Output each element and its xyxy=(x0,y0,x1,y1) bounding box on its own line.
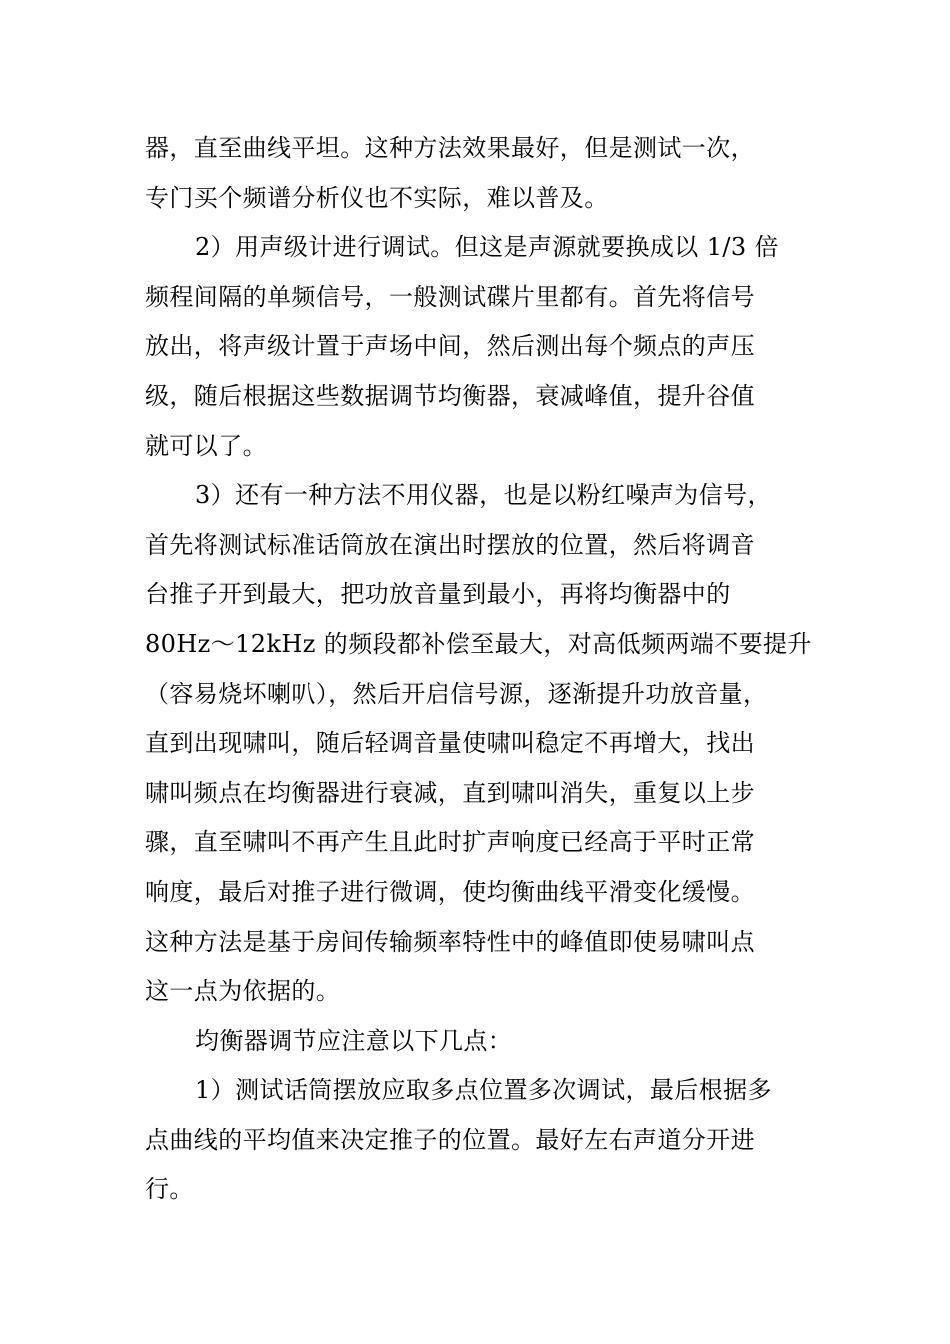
text-line: 这一点为依据的。 xyxy=(145,977,341,1006)
text-line: 行。 xyxy=(145,1175,194,1204)
text-line: 点曲线的平均值来决定推子的位置。最好左右声道分开进 xyxy=(145,1125,755,1154)
text-line: 台推子开到最大，把功放音量到最小，再将均衡器中的 xyxy=(145,580,731,609)
text-line: 2）用声级计进行调试。但这是声源就要换成以 1/3 倍 xyxy=(195,233,779,262)
text-line: 均衡器调节应注意以下几点： xyxy=(195,1026,513,1055)
text-line: 响度，最后对推子进行微调，使均衡曲线平滑变化缓慢。 xyxy=(145,877,755,906)
text-line: 直到出现啸叫，随后轻调音量使啸叫稳定不再增大，找出 xyxy=(145,729,755,758)
text-line: 这种方法是基于房间传输频率特性中的峰值即使易啸叫点 xyxy=(145,927,755,956)
text-line: 啸叫频点在均衡器进行衰减，直到啸叫消失，重复以上步 xyxy=(145,778,755,807)
text-line: 放出，将声级计置于声场中间，然后测出每个频点的声压 xyxy=(145,332,755,361)
text-line: 级，随后根据这些数据调节均衡器，衰减峰值，提升谷值 xyxy=(145,381,755,410)
text-line: 3）还有一种方法不用仪器，也是以粉红噪声为信号， xyxy=(195,481,772,510)
text-line: （容易烧坏喇叭），然后开启信号源，逐渐提升功放音量， xyxy=(145,679,768,708)
text-line: 专门买个频谱分析仪也不实际，难以普及。 xyxy=(145,183,609,212)
text-line: 骤，直至啸叫不再产生且此时扩声响度已经高于平时正常 xyxy=(145,828,755,857)
text-line: 频程间隔的单频信号，一般测试碟片里都有。首先将信号 xyxy=(145,282,755,311)
text-line: 80Hz～12kHz 的频段都补偿至最大，对高低频两端不要提升 xyxy=(145,629,812,658)
text-line: 器，直至曲线平坦。这种方法效果最好，但是测试一次， xyxy=(145,134,755,162)
text-line: 1）测试话筒摆放应取多点位置多次调试，最后根据多 xyxy=(195,1076,772,1105)
text-line: 首先将测试标准话筒放在演出时摆放的位置，然后将调音 xyxy=(145,530,755,559)
document-body xyxy=(145,124,812,1215)
text-line: 就可以了。 xyxy=(145,431,267,460)
